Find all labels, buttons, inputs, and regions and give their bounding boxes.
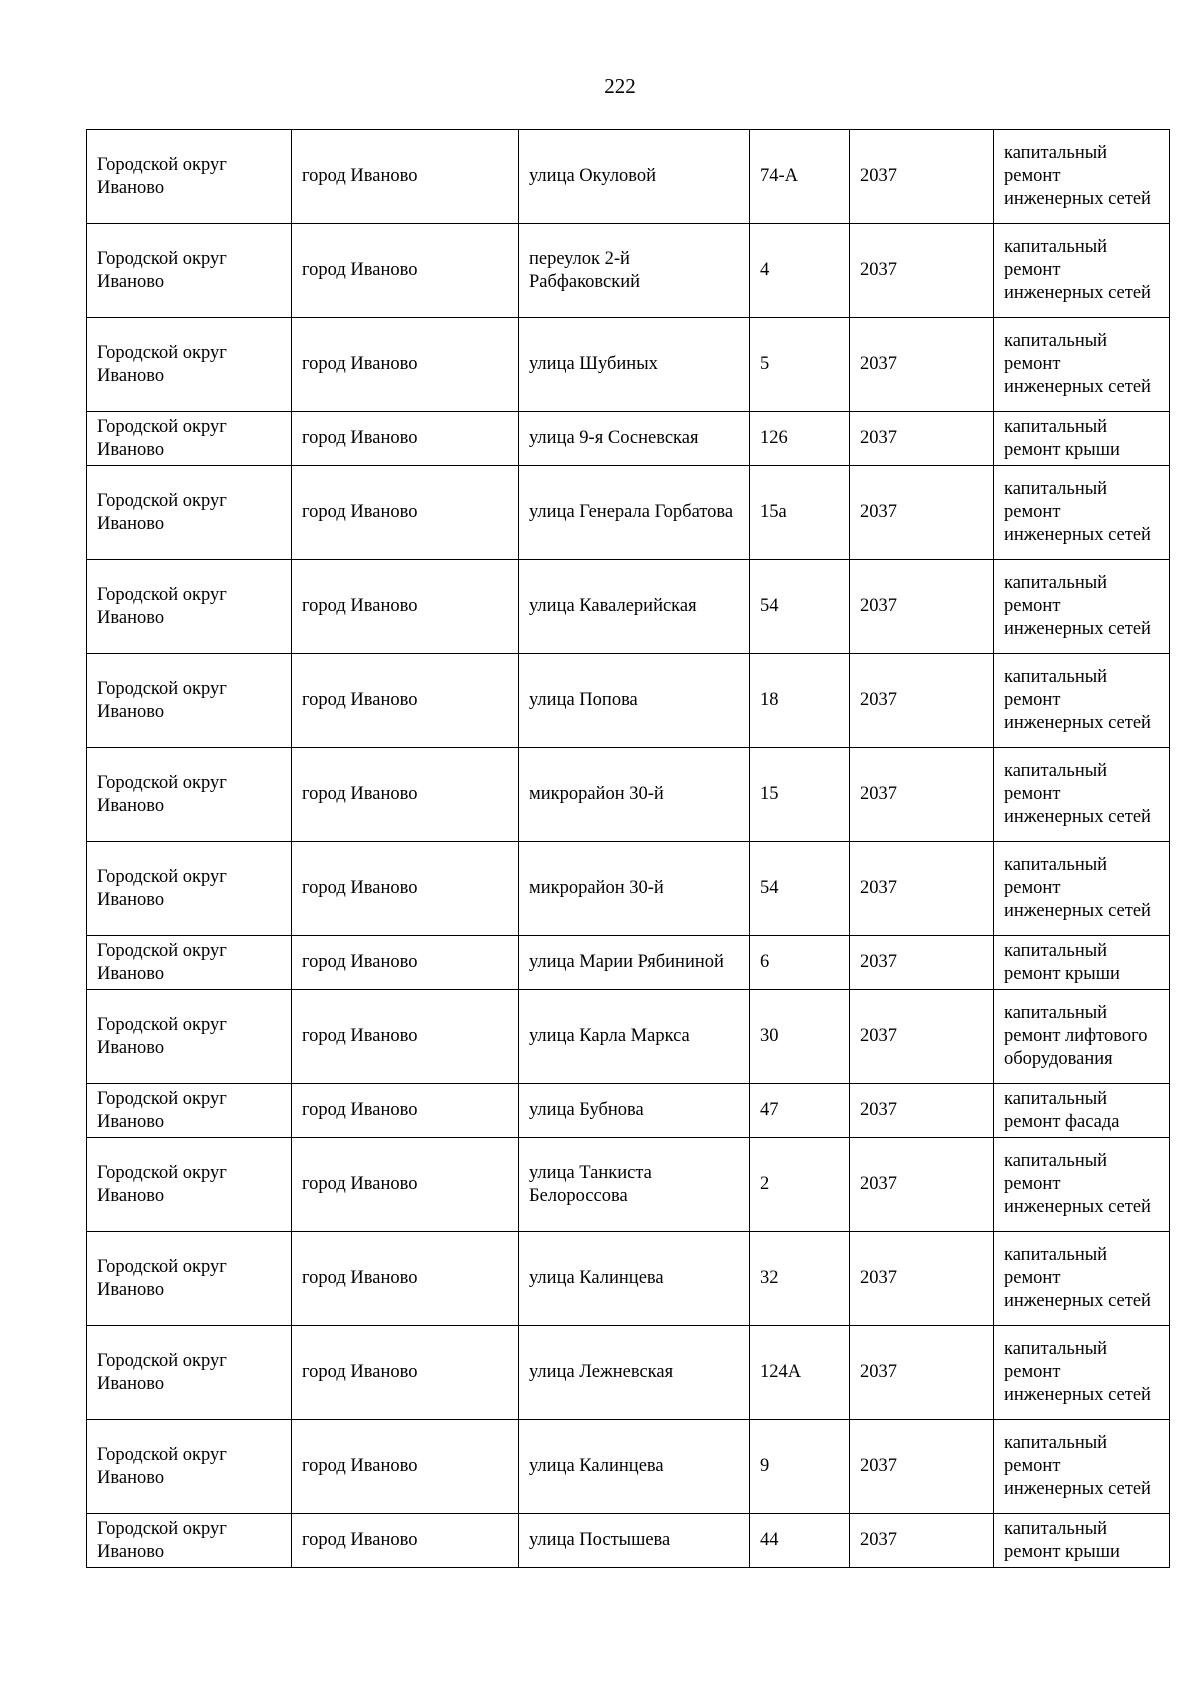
table-row bbox=[87, 466, 1170, 560]
table-row bbox=[87, 990, 1170, 1084]
settlement-cell: город Иваново bbox=[292, 1420, 519, 1514]
district-cell: Городской округ Иваново bbox=[87, 1514, 292, 1568]
street-cell: улица 9-я Сосневская bbox=[519, 412, 750, 466]
street-cell: улица Карла Маркса bbox=[519, 990, 750, 1084]
settlement-cell: город Иваново bbox=[292, 1232, 519, 1326]
settlement-cell: город Иваново bbox=[292, 990, 519, 1084]
district-cell: Городской округ Иваново bbox=[87, 1232, 292, 1326]
house-number-cell: 4 bbox=[750, 224, 850, 318]
street-cell: улица Шубиных bbox=[519, 318, 750, 412]
street-cell: улица Окуловой bbox=[519, 130, 750, 224]
house-number-cell: 18 bbox=[750, 654, 850, 748]
house-number-cell: 126 bbox=[750, 412, 850, 466]
street-cell: улица Постышева bbox=[519, 1514, 750, 1568]
settlement-cell: город Иваново bbox=[292, 412, 519, 466]
district-cell: Городской округ Иваново bbox=[87, 412, 292, 466]
house-number-cell: 15а bbox=[750, 466, 850, 560]
table-row bbox=[87, 224, 1170, 318]
table-row bbox=[87, 748, 1170, 842]
settlement-cell: город Иваново bbox=[292, 466, 519, 560]
street-cell: улица Бубнова bbox=[519, 1084, 750, 1138]
house-number-cell: 15 bbox=[750, 748, 850, 842]
district-cell: Городской округ Иваново bbox=[87, 936, 292, 990]
settlement-cell: город Иваново bbox=[292, 936, 519, 990]
year-cell: 2037 bbox=[850, 654, 994, 748]
settlement-cell: город Иваново bbox=[292, 1514, 519, 1568]
street-cell: улица Танкиста Белороссова bbox=[519, 1138, 750, 1232]
year-cell: 2037 bbox=[850, 224, 994, 318]
year-cell: 2037 bbox=[850, 936, 994, 990]
table-row bbox=[87, 842, 1170, 936]
table-row bbox=[87, 1084, 1170, 1138]
street-cell: переулок 2-й Рабфаковский bbox=[519, 224, 750, 318]
year-cell: 2037 bbox=[850, 1232, 994, 1326]
district-cell: Городской округ Иваново bbox=[87, 1326, 292, 1420]
year-cell: 2037 bbox=[850, 1420, 994, 1514]
district-cell: Городской округ Иваново bbox=[87, 842, 292, 936]
settlement-cell: город Иваново bbox=[292, 224, 519, 318]
work-type-cell: капитальный ремонт инженерных сетей bbox=[994, 224, 1170, 318]
year-cell: 2037 bbox=[850, 560, 994, 654]
settlement-cell: город Иваново bbox=[292, 1326, 519, 1420]
table-row bbox=[87, 1138, 1170, 1232]
settlement-cell: город Иваново bbox=[292, 318, 519, 412]
year-cell: 2037 bbox=[850, 1514, 994, 1568]
table-row bbox=[87, 1326, 1170, 1420]
settlement-cell: город Иваново bbox=[292, 560, 519, 654]
settlement-cell: город Иваново bbox=[292, 748, 519, 842]
year-cell: 2037 bbox=[850, 1138, 994, 1232]
table-body bbox=[87, 130, 1170, 1568]
house-number-cell: 74-А bbox=[750, 130, 850, 224]
year-cell: 2037 bbox=[850, 412, 994, 466]
year-cell: 2037 bbox=[850, 1084, 994, 1138]
year-cell: 2037 bbox=[850, 748, 994, 842]
street-cell: улица Лежневская bbox=[519, 1326, 750, 1420]
work-type-cell: капитальный ремонт инженерных сетей bbox=[994, 560, 1170, 654]
work-type-cell: капитальный ремонт инженерных сетей bbox=[994, 842, 1170, 936]
settlement-cell: город Иваново bbox=[292, 654, 519, 748]
street-cell: улица Марии Рябининой bbox=[519, 936, 750, 990]
house-number-cell: 30 bbox=[750, 990, 850, 1084]
house-number-cell: 44 bbox=[750, 1514, 850, 1568]
house-number-cell: 5 bbox=[750, 318, 850, 412]
settlement-cell: город Иваново bbox=[292, 842, 519, 936]
district-cell: Городской округ Иваново bbox=[87, 1420, 292, 1514]
page-number: 222 bbox=[604, 74, 636, 98]
house-number-cell: 9 bbox=[750, 1420, 850, 1514]
street-cell: улица Кавалерийская bbox=[519, 560, 750, 654]
work-type-cell: капитальный ремонт инженерных сетей bbox=[994, 318, 1170, 412]
district-cell: Городской округ Иваново bbox=[87, 1084, 292, 1138]
year-cell: 2037 bbox=[850, 130, 994, 224]
street-cell: улица Калинцева bbox=[519, 1232, 750, 1326]
house-number-cell: 32 bbox=[750, 1232, 850, 1326]
work-type-cell: капитальный ремонт инженерных сетей bbox=[994, 748, 1170, 842]
settlement-cell: город Иваново bbox=[292, 130, 519, 224]
settlement-cell: город Иваново bbox=[292, 1138, 519, 1232]
table-row bbox=[87, 318, 1170, 412]
work-type-cell: капитальный ремонт инженерных сетей bbox=[994, 1138, 1170, 1232]
street-cell: улица Генерала Горбатова bbox=[519, 466, 750, 560]
settlement-cell: город Иваново bbox=[292, 1084, 519, 1138]
work-type-cell: капитальный ремонт инженерных сетей bbox=[994, 1420, 1170, 1514]
street-cell: улица Калинцева bbox=[519, 1420, 750, 1514]
district-cell: Городской округ Иваново bbox=[87, 466, 292, 560]
work-type-cell: капитальный ремонт крыши bbox=[994, 936, 1170, 990]
table-row bbox=[87, 130, 1170, 224]
work-type-cell: капитальный ремонт инженерных сетей bbox=[994, 466, 1170, 560]
table-row bbox=[87, 654, 1170, 748]
work-type-cell: капитальный ремонт инженерных сетей bbox=[994, 654, 1170, 748]
work-type-cell: капитальный ремонт крыши bbox=[994, 1514, 1170, 1568]
year-cell: 2037 bbox=[850, 990, 994, 1084]
work-type-cell: капитальный ремонт фасада bbox=[994, 1084, 1170, 1138]
street-cell: микрорайон 30-й bbox=[519, 842, 750, 936]
year-cell: 2037 bbox=[850, 842, 994, 936]
table-row bbox=[87, 560, 1170, 654]
district-cell: Городской округ Иваново bbox=[87, 748, 292, 842]
year-cell: 2037 bbox=[850, 1326, 994, 1420]
house-number-cell: 2 bbox=[750, 1138, 850, 1232]
district-cell: Городской округ Иваново bbox=[87, 654, 292, 748]
housing-repair-table bbox=[86, 129, 1170, 1568]
year-cell: 2037 bbox=[850, 466, 994, 560]
work-type-cell: капитальный ремонт крыши bbox=[994, 412, 1170, 466]
house-number-cell: 6 bbox=[750, 936, 850, 990]
district-cell: Городской округ Иваново bbox=[87, 130, 292, 224]
house-number-cell: 54 bbox=[750, 560, 850, 654]
table-row bbox=[87, 1420, 1170, 1514]
year-cell: 2037 bbox=[850, 318, 994, 412]
district-cell: Городской округ Иваново bbox=[87, 318, 292, 412]
work-type-cell: капитальный ремонт инженерных сетей bbox=[994, 130, 1170, 224]
house-number-cell: 54 bbox=[750, 842, 850, 936]
district-cell: Городской округ Иваново bbox=[87, 990, 292, 1084]
work-type-cell: капитальный ремонт лифтового оборудования bbox=[994, 990, 1170, 1084]
work-type-cell: капитальный ремонт инженерных сетей bbox=[994, 1326, 1170, 1420]
table-row bbox=[87, 936, 1170, 990]
district-cell: Городской округ Иваново bbox=[87, 224, 292, 318]
table-row bbox=[87, 412, 1170, 466]
work-type-cell: капитальный ремонт инженерных сетей bbox=[994, 1232, 1170, 1326]
house-number-cell: 124А bbox=[750, 1326, 850, 1420]
district-cell: Городской округ Иваново bbox=[87, 560, 292, 654]
street-cell: микрорайон 30-й bbox=[519, 748, 750, 842]
table-row bbox=[87, 1232, 1170, 1326]
street-cell: улица Попова bbox=[519, 654, 750, 748]
house-number-cell: 47 bbox=[750, 1084, 850, 1138]
district-cell: Городской округ Иваново bbox=[87, 1138, 292, 1232]
table-row bbox=[87, 1514, 1170, 1568]
